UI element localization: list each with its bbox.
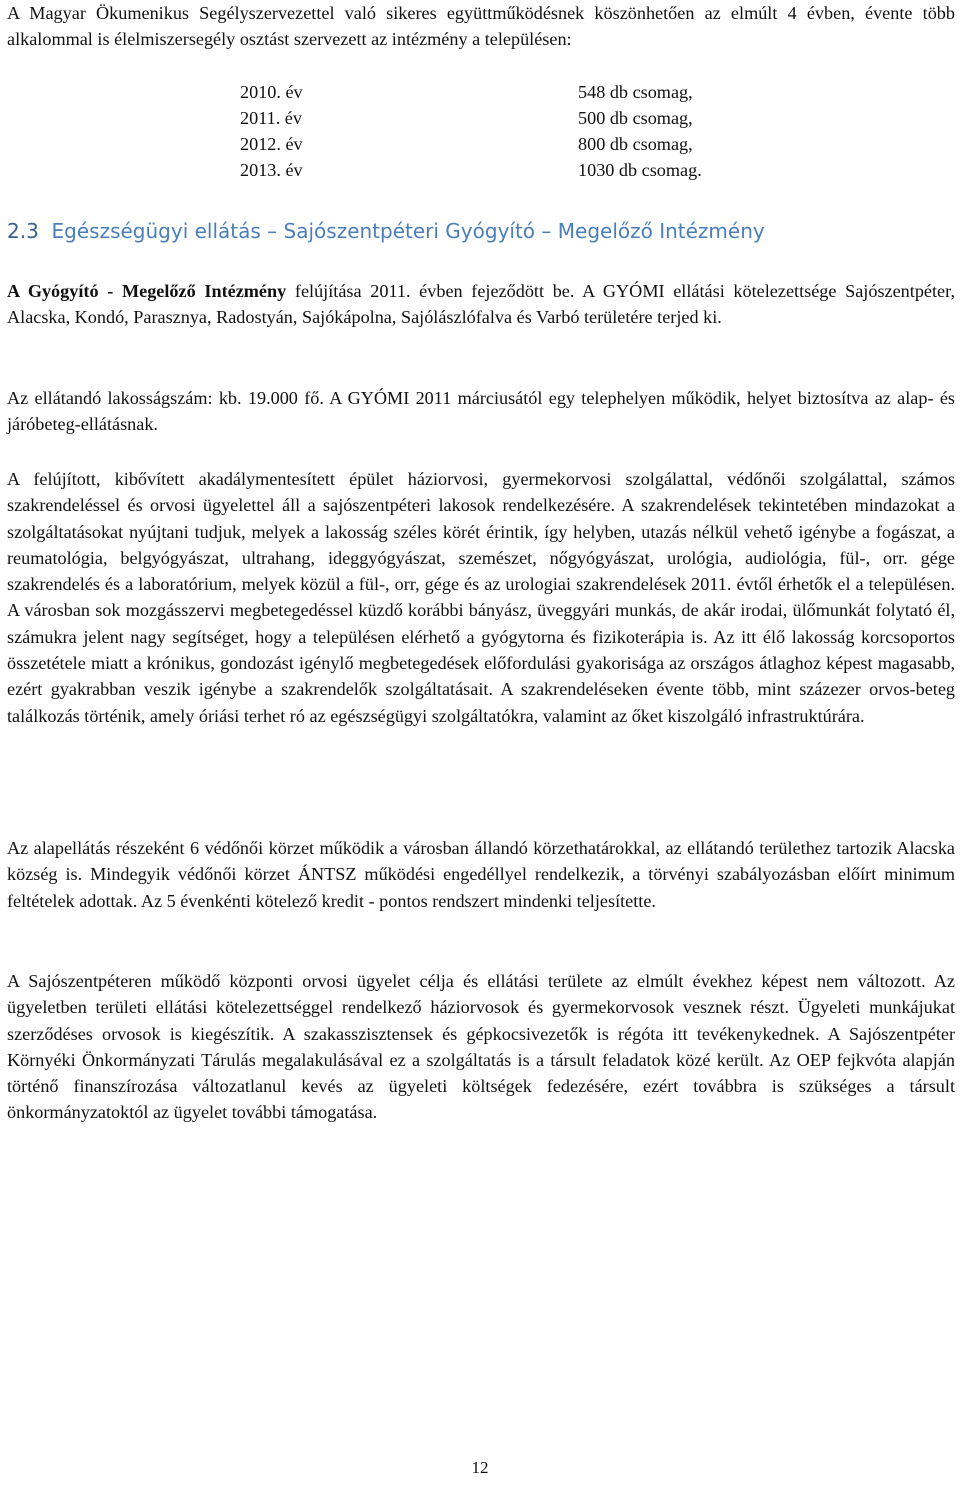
aid-amount: 1030 db csomag. bbox=[578, 160, 702, 180]
section-heading bbox=[7, 216, 765, 246]
aid-amount: 548 db csomag, bbox=[578, 82, 693, 102]
section-title: Egészségügyi ellátás – Sajószentpéteri Gyógyító – Megelőző Intézmény bbox=[51, 219, 765, 243]
paragraph-gyomi-renovation-text: felújítása 2011. évben fejeződött be. A GYÓMI ellátási kötelezettsége Sajószentpéter, Alacska, Kondó, Parasznya, Radostyán, Sajókápolna, Sajólászlófalva és Varbó területére terjed ki. bbox=[7, 281, 955, 328]
section-number: 2.3 bbox=[7, 219, 39, 243]
page-number: 12 bbox=[471, 1458, 489, 1477]
institution-name-bold: A Gyógyító - Megelőző Intézmény bbox=[7, 281, 287, 301]
paragraph-services: A felújított, kibővített akadálymentesített épület háziorvosi, gyermekorvosi szolgálattal, védőnői szolgálattal, számos szakrendeléssel és orvosi ügyelettel áll a sajószentpéteri lakosok rendelkezésére. A szakrendelések tekintetében mindazokat a szolgáltatásokat nyújtani tudjuk, melyek a lakosság széles körét érintik, így helyben, utazás nélkül vehető igénybe a fogászat, a reumatológia, belgyógyászat, ultrahang, ideggyógyászat, szemészet, nőgyógyászat, urológia, audiológia, fül-, orr. gége szakrendelés és a laboratórium, melyek közül a fül-, orr, gége és az urologiai szakrendelések 2011. évtől érhetők el a településen. A városban sok mozgásszervi megbetegedéssel küzdő korábbi bányász, üveggyári munkás, de akár irodai, ülőmunkát folytató él, számukra jelent nagy segítséget, hogy a településen elérhető a gyógytorna és fizikoterápia is. Az itt élő lakosság korcsoportos összetétele miatt a krónikus, gondozást igénylő megbetegedések előfordulási gyakorisága az országos átlaghoz képest magasabb, ezért gyakrabban veszik igénybe a szakrendelők szolgáltatásait. A szakrendeléseken évente több, mint százezer orvos-beteg találkozás történik, amely óriási terhet ró az egészségügyi szolgáltatókra, valamint az őket kiszolgáló infrastruktúrára. bbox=[7, 469, 955, 726]
paragraph-gyomi-renovation bbox=[7, 278, 955, 331]
aid-amount: 800 db csomag, bbox=[578, 134, 693, 154]
aid-year: 2010. év bbox=[240, 82, 303, 102]
paragraph-central-duty: A Sajószentpéteren működő központi orvosi ügyelet célja és ellátási területe az elmúlt évekhez képest nem változott. Az ügyeletben területi ellátási kötelezettséggel rendelkező háziorvosok és gyermekorvosok vesznek részt. Ügyeleti munkájukat szerződéses orvosok is kiegészítik. A szakasszisztensek és gépkocsivezetők is régóta itt tevékenykednek. A Sajószentpéter Környéki Önkormányzati Tárulás megalakulásával ez a szolgáltatás is a társult feladatok közé került. Az OEP fejkvóta alapján történő finanszírozása változatlanul kevés az ügyeleti költségek fedezésére, ezért továbbra is szükséges a társult önkormányzatoktól az ügyelet további támogatása. bbox=[7, 971, 955, 1123]
intro-paragraph: A Magyar Ökumenikus Segélyszervezettel való sikeres együttműködésnek köszönhetően az elmúlt 4 évben, évente több alkalommal is élelmiszersegély osztást szervezett az intézmény a településen: bbox=[7, 3, 955, 50]
paragraph-health-visitors: Az alapellátás részeként 6 védőnői körzet működik a városban állandó körzethatárokkal, az ellátandó területhez tartozik Alacska község is. Mindegyik védőnői körzet ÁNTSZ működési engedéllyel rendelkezik, a törvényi szabályozásban előírt minimum feltételek adottak. Az 5 évenkénti kötelező kredit - pontos rendszert mindenki teljesítette. bbox=[7, 838, 955, 911]
aid-year: 2011. év bbox=[240, 108, 302, 128]
aid-year: 2012. év bbox=[240, 134, 303, 154]
aid-amount: 500 db csomag, bbox=[578, 108, 693, 128]
aid-year: 2013. év bbox=[240, 160, 303, 180]
paragraph-population: Az ellátandó lakosságszám: kb. 19.000 fő. A GYÓMI 2011 márciusától egy telephelyen működik, helyet biztosítva az alap- és járóbeteg-ellátásnak. bbox=[7, 388, 955, 435]
